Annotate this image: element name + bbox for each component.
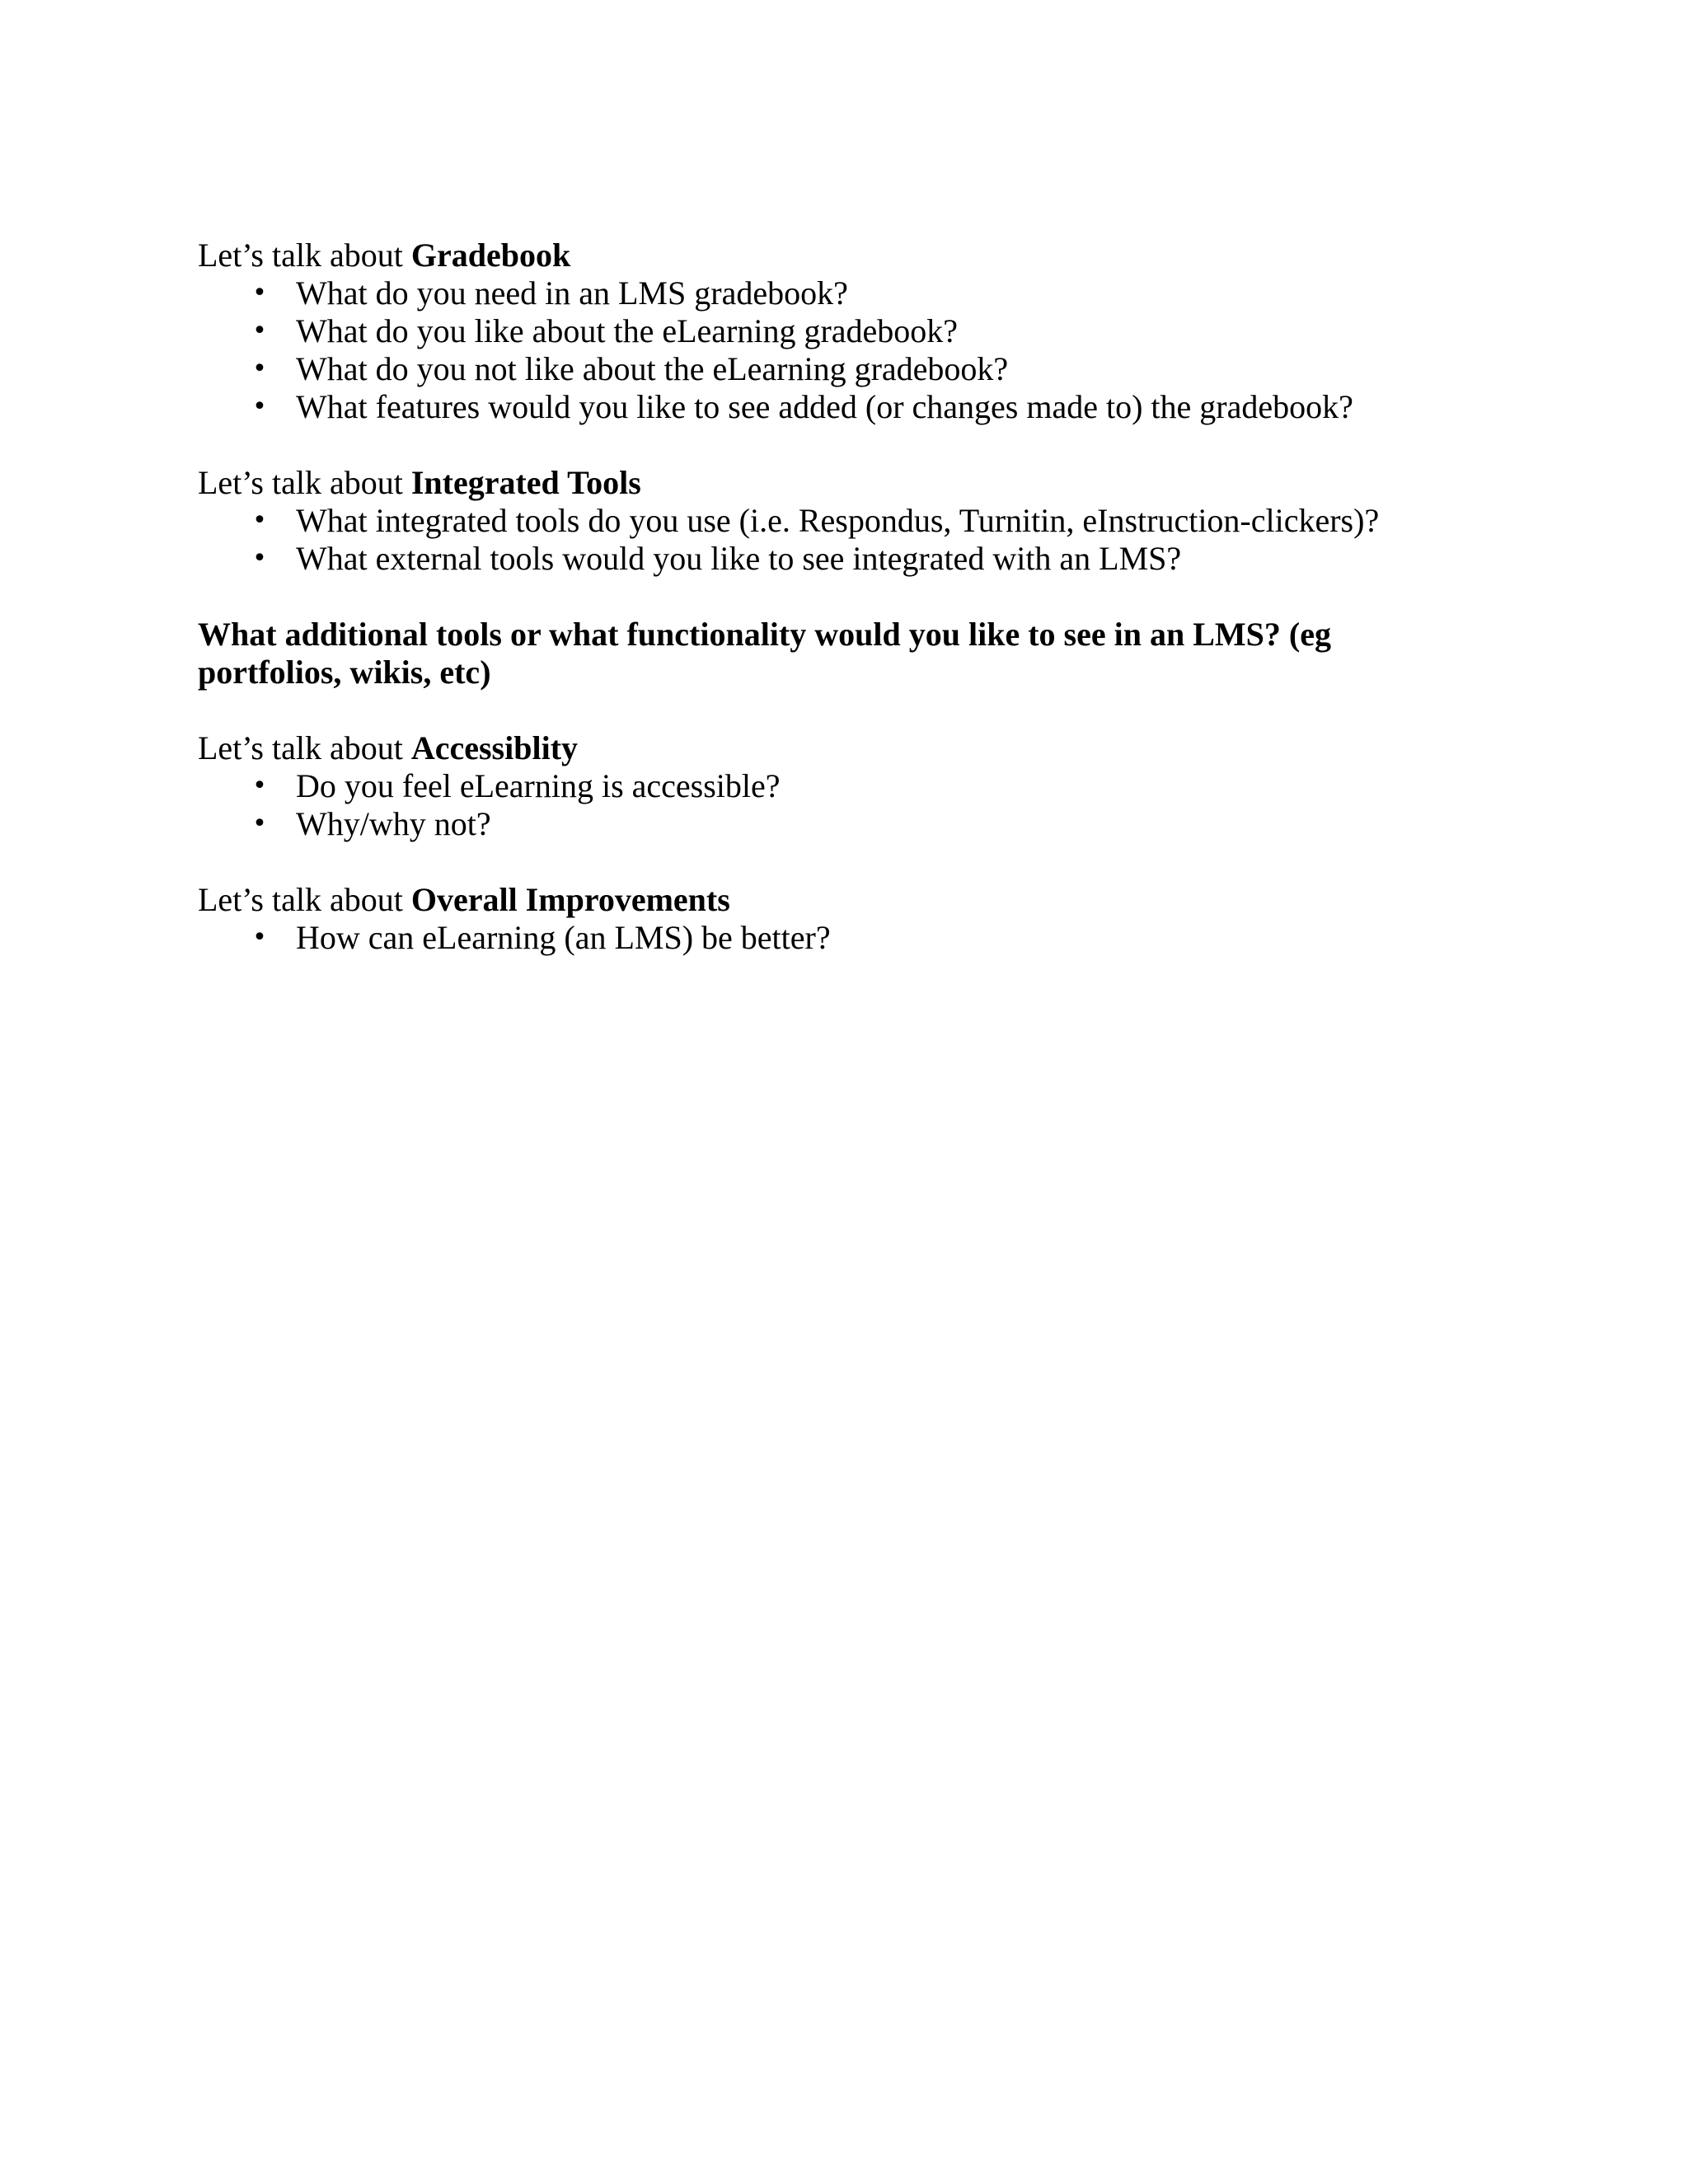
list-item [198,919,1484,957]
bullet-icon: • [252,392,267,421]
bullet-icon: • [252,354,267,383]
list-item [198,312,1484,350]
list-item [198,502,1484,540]
list-item-text: What integrated tools do you use (i.e. Respondus, Turnitin, eInstruction-clickers)? [296,502,1380,539]
bullet-icon: • [252,923,267,952]
heading-prefix: Let’s talk about [198,237,411,274]
document-body [198,237,1484,995]
bullet-icon: • [252,809,267,838]
heading-prefix: Let’s talk about [198,464,411,501]
list-item [198,350,1484,388]
list-item [198,540,1484,578]
section-heading [198,464,1484,502]
heading-prefix: Let’s talk about [198,881,411,918]
heading-topic: Integrated Tools [410,464,641,501]
list-item-text: What do you need in an LMS gradebook? [296,274,848,312]
section-gradebook [198,237,1484,426]
list-item-text: How can eLearning (an LMS) be better? [296,919,831,956]
list-item-text: Why/why not? [296,805,491,842]
bullet-icon: • [252,771,267,800]
section-accessibility [198,729,1484,843]
question-list [198,919,1484,957]
section-heading [198,729,1484,767]
heading-topic: Overall Improvements [410,881,730,918]
list-item [198,388,1484,426]
bullet-icon: • [252,316,267,345]
additional-question: What additional tools or what functionality would you like to see in an LMS? (eg portfolios, wikis, etc) [198,616,1331,691]
list-item [198,805,1484,843]
list-item [198,767,1484,805]
question-list [198,502,1484,578]
heading-topic: Gradebook [410,237,571,274]
list-item-text: What features would you like to see added (or changes made to) the gradebook? [296,388,1353,425]
question-list [198,767,1484,843]
question-list [198,274,1484,426]
bullet-icon: • [252,506,267,535]
list-item-text: Do you feel eLearning is accessible? [296,767,781,804]
list-item-text: What external tools would you like to see integrated with an LMS? [296,540,1182,577]
list-item-text: What do you not like about the eLearning gradebook? [296,350,1009,387]
section-heading [198,237,1484,274]
heading-topic: Accessiblity [410,729,579,766]
list-item-text: What do you like about the eLearning gradebook? [296,312,959,349]
bullet-icon: • [252,544,267,573]
section-heading [198,881,1484,919]
list-item [198,274,1484,312]
section-integrated-tools [198,464,1484,578]
bullet-icon: • [252,279,267,307]
section-additional-tools [198,616,1484,691]
heading-prefix: Let’s talk about [198,729,411,766]
section-overall-improvements [198,881,1484,957]
